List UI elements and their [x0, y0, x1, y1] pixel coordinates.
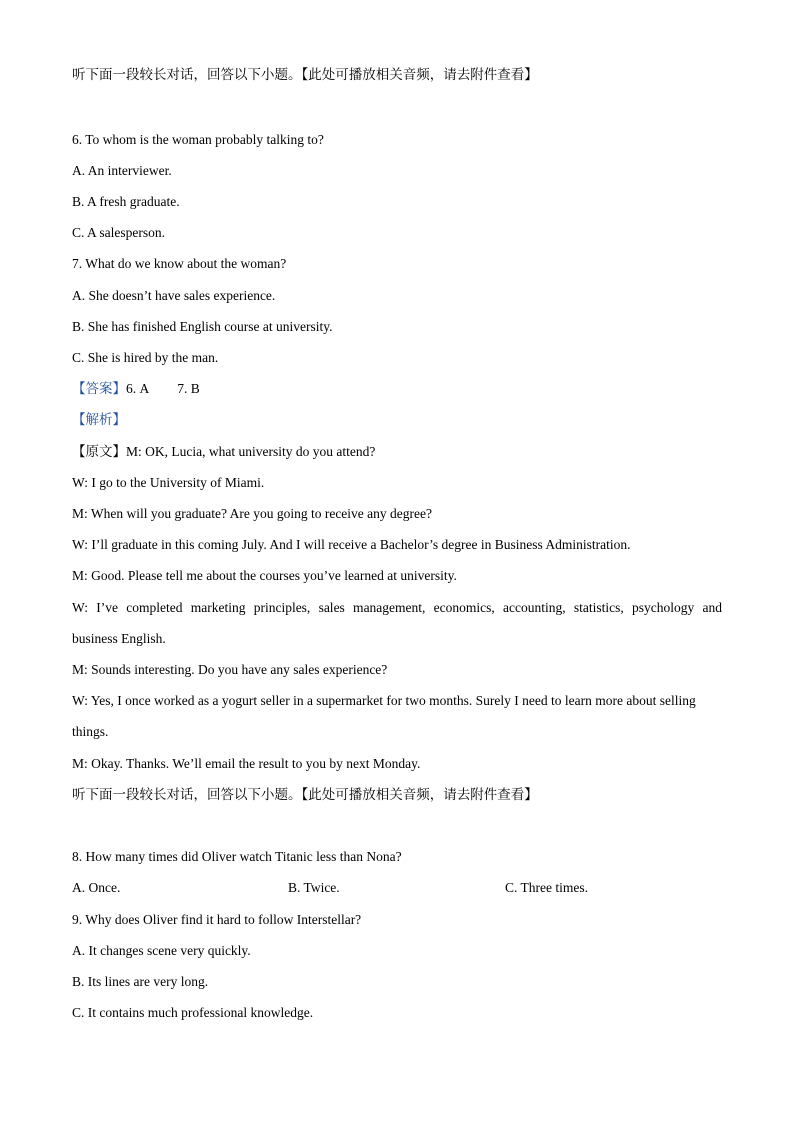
question-6-option-a: A. An interviewer. — [72, 163, 172, 178]
transcript-line: M: Sounds interesting. Do you have any sales experience? — [72, 662, 388, 677]
transcript-line: W: I’ll graduate in this coming July. And I will receive a Bachelor’s degree in Business Administration. — [72, 537, 631, 552]
transcript-line: W: I go to the University of Miami. — [72, 475, 265, 490]
question-8-option-c: C. Three times. — [505, 880, 588, 895]
section1-instruction: 听下面一段较长对话，回答以下小题。【此处可播放相关音频，请去附件查看】 — [72, 67, 538, 83]
transcript-line: M: Okay. Thanks. We’ll email the result to you by next Monday. — [72, 756, 421, 771]
answer-line — [72, 380, 200, 398]
question-7-option-b: B. She has finished English course at university. — [72, 319, 333, 334]
question-8-option-a: A. Once. — [72, 880, 121, 895]
question-9-option-c: C. It contains much professional knowledge. — [72, 1005, 314, 1020]
question-9: 9. Why does Oliver find it hard to follow Interstellar? — [72, 912, 362, 927]
transcript-line — [72, 443, 375, 461]
question-6-option-c: C. A salesperson. — [72, 225, 165, 240]
question-8-option-b: B. Twice. — [288, 880, 340, 895]
question-9-option-b: B. Its lines are very long. — [72, 974, 209, 989]
analysis-label: 【解析】 — [72, 412, 126, 428]
question-7: 7. What do we know about the woman? — [72, 256, 287, 271]
transcript-line: W: I’ve completed marketing principles, sales management, economics, accounting, statistics, psychology and — [72, 600, 722, 615]
transcript-line: M: Good. Please tell me about the courses you’ve learned at university. — [72, 568, 457, 583]
section2-instruction: 听下面一段较长对话，回答以下小题。【此处可播放相关音频，请去附件查看】 — [72, 787, 538, 803]
question-8: 8. How many times did Oliver watch Titanic less than Nona? — [72, 849, 402, 864]
transcript-line: things. — [72, 724, 109, 739]
transcript-line: business English. — [72, 631, 166, 646]
answer-7: 7. B — [177, 381, 200, 396]
question-7-option-c: C. She is hired by the man. — [72, 350, 219, 365]
answer-label: 【答案】 — [72, 381, 126, 397]
transcript-label: 【原文】 — [72, 444, 126, 460]
answer-6: 6. A — [126, 381, 150, 396]
question-7-option-a: A. She doesn’t have sales experience. — [72, 288, 276, 303]
transcript-line: W: Yes, I once worked as a yogurt seller in a supermarket for two months. Surely I need to learn more about selling — [72, 693, 696, 708]
transcript-text: M: OK, Lucia, what university do you attend? — [126, 444, 376, 459]
question-6-option-b: B. A fresh graduate. — [72, 194, 180, 209]
question-9-option-a: A. It changes scene very quickly. — [72, 943, 251, 958]
question-6: 6. To whom is the woman probably talking to? — [72, 132, 324, 147]
transcript-line: M: When will you graduate? Are you going to receive any degree? — [72, 506, 432, 521]
